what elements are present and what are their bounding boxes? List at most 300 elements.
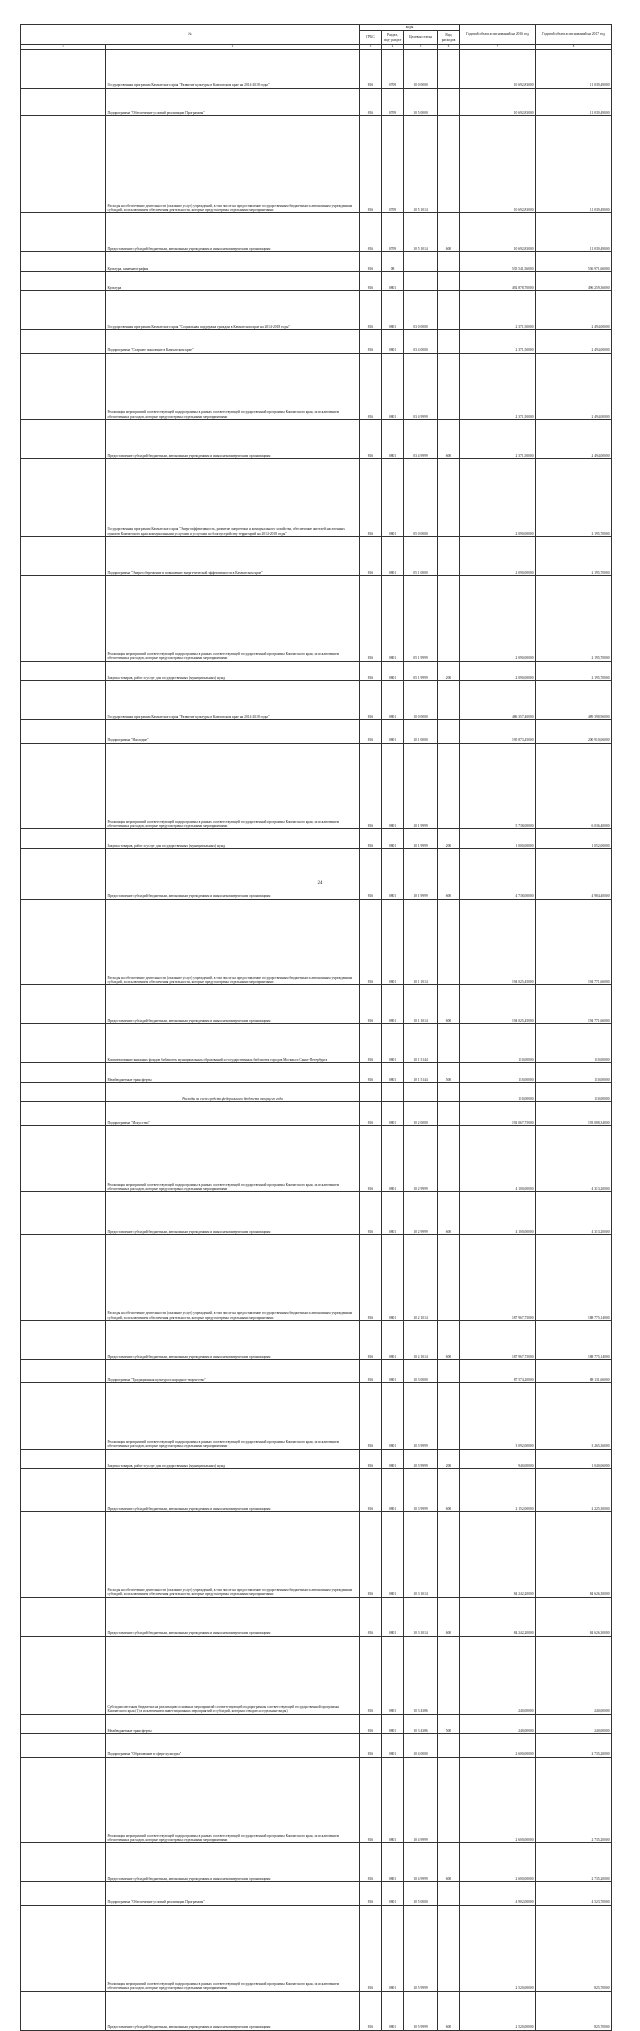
- row-number-cell: [21, 353, 106, 419]
- row-section: 0709: [382, 115, 404, 213]
- row-number-cell: [21, 49, 106, 88]
- row-description: Государственная программа Камчатского края "Социальная поддержка граждан в Камчатском крае на 2014-2018 годы": [106, 291, 360, 330]
- row-amount-2016: 87 574,20000: [460, 1359, 536, 1382]
- row-target: 10 1 5144: [404, 1063, 438, 1083]
- row-amount-2016: 4 738,00000: [460, 848, 536, 899]
- row-amount-2017: 240,00000: [536, 1714, 612, 1734]
- row-section: 0801: [382, 1063, 404, 1083]
- row-description: Закупка товаров, работ и услуг для государственных (муниципальных) нужд: [106, 829, 360, 849]
- row-section: 0801: [382, 1102, 404, 1125]
- row-section: [382, 1082, 404, 1102]
- row-grbs: 816: [360, 1449, 382, 1469]
- row-amount-2016: 2 600,00000: [460, 1757, 536, 1843]
- header-2017: Годовой объем ассигнований на 2017 год: [536, 25, 612, 45]
- row-description: Предоставление субсидий бюджетным, автономным учреждениям и иным некоммерческим организациям: [106, 1320, 360, 1359]
- row-type: [438, 1125, 460, 1191]
- row-amount-2017: 240,00000: [536, 1636, 612, 1714]
- row-type: 600: [438, 1843, 460, 1882]
- row-target: 10 3 9999: [404, 1449, 438, 1469]
- row-amount-2017: 2 225,30000: [536, 1469, 612, 1512]
- row-amount-2016: 1 000,00000: [460, 829, 536, 849]
- header-number: №: [21, 25, 360, 45]
- row-amount-2017: 489 398,96000: [536, 681, 612, 720]
- table-row: [21, 1063, 612, 1083]
- row-amount-2016: 2 152,00000: [460, 1469, 536, 1512]
- row-section: 0801: [382, 1125, 404, 1191]
- table-row: [21, 829, 612, 849]
- budget-table: [20, 24, 612, 2031]
- row-amount-2016: 535 541,56000: [460, 252, 536, 272]
- header-target: Целевая статья: [404, 31, 438, 45]
- row-type: [438, 353, 460, 419]
- row-grbs: 816: [360, 1905, 382, 1991]
- row-description: Государственная программа Камчатского края "Развитие культуры в Камчатском крае на 2014-2018 годы": [106, 49, 360, 88]
- row-amount-2016: 5 738,00000: [460, 743, 536, 829]
- row-type: [438, 88, 460, 115]
- table-row: [21, 743, 612, 829]
- row-description: Закупка товаров, работ и услуг для государственных (муниципальных) нужд: [106, 1449, 360, 1469]
- row-grbs: 816: [360, 1469, 382, 1512]
- row-number-cell: [21, 271, 106, 291]
- row-grbs: 816: [360, 1102, 382, 1125]
- table-row: [21, 985, 612, 1024]
- row-target: 10 3 1014: [404, 1511, 438, 1597]
- row-type: [438, 1235, 460, 1321]
- row-grbs: 816: [360, 1383, 382, 1449]
- table-row: [21, 1320, 612, 1359]
- row-grbs: 816: [360, 353, 382, 419]
- row-amount-2017: 2 195,70000: [536, 536, 612, 575]
- row-number-cell: [21, 1082, 106, 1102]
- row-type: 500: [438, 1714, 460, 1734]
- row-section: 0801: [382, 1235, 404, 1321]
- table-row: [21, 1714, 612, 1734]
- row-section: 0801: [382, 681, 404, 720]
- table-row: [21, 1235, 612, 1321]
- row-section: 0801: [382, 1905, 404, 1991]
- row-section: 0801: [382, 1636, 404, 1714]
- row-number-cell: [21, 1511, 106, 1597]
- row-target: 10 1 1014: [404, 899, 438, 985]
- row-amount-2016: 187 967,75000: [460, 1235, 536, 1321]
- row-amount-2016: 2 090,00000: [460, 575, 536, 661]
- row-amount-2016: 240,00000: [460, 1636, 536, 1714]
- row-target: 10 3 9999: [404, 1469, 438, 1512]
- row-amount-2017: 2 494,00000: [536, 330, 612, 353]
- table-row: [21, 213, 612, 252]
- row-target: 10 2 0000: [404, 1102, 438, 1125]
- row-target: 10 3 4386: [404, 1714, 438, 1734]
- row-description: Реализация мероприятий соответствующей подпрограммы в рамках соответствующей государственной программы Камчатского края, за исключением обеспеченных расходов, которые предусмотрены отдельными мероприятиями: [106, 1905, 360, 1991]
- row-description: Комплектование книжных фондов библиотек муниципальных образований и государственных библиотек городов Москвы и Санкт-Петербурга: [106, 1024, 360, 1063]
- row-number-cell: [21, 1636, 106, 1714]
- row-amount-2016: 84 242,20000: [460, 1511, 536, 1597]
- row-grbs: 816: [360, 575, 382, 661]
- row-type: 500: [438, 1063, 460, 1083]
- row-amount-2016: 2 090,00000: [460, 458, 536, 536]
- row-section: 0801: [382, 829, 404, 849]
- row-description: Предоставление субсидий бюджетным, автономным учреждениям и иным некоммерческим организациям: [106, 1192, 360, 1235]
- row-amount-2017: 11 039,49000: [536, 213, 612, 252]
- row-target: 03 4 9999: [404, 353, 438, 419]
- budget-table-body: [21, 49, 612, 2030]
- row-amount-2017: 2 195,70000: [536, 458, 612, 536]
- row-amount-2016: 2 520,00000: [460, 1991, 536, 2030]
- row-target: 10 2 1014: [404, 1235, 438, 1321]
- page-number: 24: [317, 881, 323, 886]
- header-type: Вид расходов: [438, 31, 460, 45]
- row-section: 0801: [382, 458, 404, 536]
- row-amount-2017: 200 910,06000: [536, 720, 612, 743]
- table-row: [21, 49, 612, 88]
- row-type: [438, 1511, 460, 1597]
- row-description: Межбюджетные трансферты: [106, 1714, 360, 1734]
- row-target: [404, 271, 438, 291]
- row-amount-2017: 194 771,66000: [536, 985, 612, 1024]
- row-grbs: 816: [360, 1192, 382, 1235]
- row-type: 200: [438, 1449, 460, 1469]
- row-amount-2017: 1 040,06000: [536, 1449, 612, 1469]
- row-description: Реализация мероприятий соответствующей подпрограммы в рамках соответствующей государственной программы Камчатского края, за исключением обеспеченных расходов, которые предусмотрены отдельными мероприятиями: [106, 575, 360, 661]
- row-target: 10 1 5144: [404, 1024, 438, 1063]
- row-description: Предоставление субсидий бюджетным, автономным учреждениям и иным некоммерческим организациям: [106, 419, 360, 458]
- row-number-cell: [21, 1320, 106, 1359]
- row-section: 0801: [382, 353, 404, 419]
- row-number-cell: [21, 291, 106, 330]
- row-amount-2016: 492 878,70000: [460, 271, 536, 291]
- row-description: Расходы за счет средств федерального бюджета текущего года: [106, 1082, 360, 1102]
- row-grbs: 816: [360, 1991, 382, 2030]
- row-target: 10 1 0000: [404, 720, 438, 743]
- row-number-cell: [21, 720, 106, 743]
- row-grbs: 816: [360, 829, 382, 849]
- row-type: [438, 49, 460, 88]
- row-section: 0801: [382, 271, 404, 291]
- row-number-cell: [21, 1905, 106, 1991]
- row-number-cell: [21, 1991, 106, 2030]
- row-number-cell: [21, 1757, 106, 1843]
- row-amount-2016: 2 371,50000: [460, 330, 536, 353]
- row-number-cell: [21, 1192, 106, 1235]
- row-amount-2017: 2 494,00000: [536, 353, 612, 419]
- table-row: [21, 899, 612, 985]
- row-grbs: 816: [360, 1843, 382, 1882]
- row-target: 10 2 9999: [404, 1125, 438, 1191]
- row-amount-2016: 2 090,00000: [460, 661, 536, 681]
- row-type: [438, 575, 460, 661]
- row-type: 600: [438, 848, 460, 899]
- row-section: 0801: [382, 1024, 404, 1063]
- row-grbs: 816: [360, 1359, 382, 1382]
- row-grbs: 816: [360, 1024, 382, 1063]
- row-section: 0709: [382, 213, 404, 252]
- row-section: 0801: [382, 1383, 404, 1449]
- row-target: 05 1 0000: [404, 536, 438, 575]
- row-amount-2017: 825,70000: [536, 1991, 612, 2030]
- row-type: [438, 1882, 460, 1905]
- row-description: Подпрограмма "Наследие": [106, 720, 360, 743]
- row-number-cell: [21, 1359, 106, 1382]
- row-description: Подпрограмма "Обеспечение условий реализации Программы": [106, 88, 360, 115]
- row-amount-2016: 194 025,45000: [460, 899, 536, 985]
- row-grbs: 816: [360, 1734, 382, 1757]
- row-description: Реализация мероприятий соответствующей подпрограммы в рамках соответствующей государственной программы Камчатского края, за исключением обеспеченных расходов, которые предусмотрены отдельными мероприятиями: [106, 353, 360, 419]
- row-amount-2016: 486 357,40000: [460, 681, 536, 720]
- row-target: 10 3 1014: [404, 1597, 438, 1636]
- row-amount-2017: 188 775,14000: [536, 1235, 612, 1321]
- table-row: [21, 1359, 612, 1382]
- row-amount-2017: 2 195,70000: [536, 661, 612, 681]
- row-type: [438, 743, 460, 829]
- row-description: Государственная программа Камчатского края "Развитие культуры в Камчатском крае на 2014-2018 годы": [106, 681, 360, 720]
- row-grbs: 816: [360, 1320, 382, 1359]
- table-row: [21, 1991, 612, 2030]
- row-grbs: 816: [360, 419, 382, 458]
- index-cell: 4: [382, 45, 404, 50]
- row-grbs: 816: [360, 115, 382, 213]
- row-amount-2016: 3 092,00000: [460, 1383, 536, 1449]
- table-row: [21, 1757, 612, 1843]
- row-type: 600: [438, 1991, 460, 2030]
- row-target: [404, 1082, 438, 1102]
- row-section: 0801: [382, 1714, 404, 1734]
- row-grbs: 816: [360, 1125, 382, 1191]
- index-cell: 6: [438, 45, 460, 50]
- row-amount-2017: 496 259,36000: [536, 271, 612, 291]
- index-cell: 5: [404, 45, 438, 50]
- table-row: [21, 848, 612, 899]
- row-grbs: 816: [360, 88, 382, 115]
- row-description: Межбюджетные трансферты: [106, 1063, 360, 1083]
- row-amount-2016: 2 371,50000: [460, 419, 536, 458]
- row-amount-2017: 193 088,34000: [536, 1102, 612, 1125]
- row-amount-2017: 2 494,00000: [536, 291, 612, 330]
- row-type: [438, 1905, 460, 1991]
- row-amount-2016: 194 025,45000: [460, 985, 536, 1024]
- row-section: 0801: [382, 720, 404, 743]
- row-target: 10 0 0000: [404, 681, 438, 720]
- row-section: 0801: [382, 1511, 404, 1597]
- row-target: 10 1 9999: [404, 848, 438, 899]
- row-type: 600: [438, 1597, 460, 1636]
- row-grbs: 816: [360, 1757, 382, 1843]
- row-description: Реализация мероприятий соответствующей подпрограммы в рамках соответствующей государственной программы Камчатского края, за исключением обеспеченных расходов, которые предусмотрены отдельными мероприятиями: [106, 743, 360, 829]
- row-amount-2016: 110,00000: [460, 1082, 536, 1102]
- row-amount-2016: 10 692,83000: [460, 213, 536, 252]
- row-number-cell: [21, 681, 106, 720]
- row-amount-2017: 4 523,70000: [536, 1882, 612, 1905]
- row-amount-2017: 2 494,00000: [536, 419, 612, 458]
- row-type: [438, 1636, 460, 1714]
- row-number-cell: [21, 1383, 106, 1449]
- row-description: Предоставление субсидий бюджетным, автономным учреждениям и иным некоммерческим организациям: [106, 1469, 360, 1512]
- row-number-cell: [21, 899, 106, 985]
- row-amount-2017: 536 971,66000: [536, 252, 612, 272]
- header-codes-group: коды: [360, 25, 460, 31]
- row-grbs: 816: [360, 252, 382, 272]
- row-target: 03 0 0000: [404, 291, 438, 330]
- row-amount-2016: 84 242,20000: [460, 1597, 536, 1636]
- row-grbs: 816: [360, 213, 382, 252]
- row-grbs: 816: [360, 1636, 382, 1714]
- row-description: Предоставление субсидий бюджетным, автономным учреждениям и иным некоммерческим организациям: [106, 1991, 360, 2030]
- row-amount-2017: 4 984,40000: [536, 848, 612, 899]
- row-description: Реализация мероприятий соответствующей подпрограммы в рамках соответствующей государственной программы Камчатского края, за исключением обеспеченных расходов, которые предусмотрены отдельными мероприятиями: [106, 1125, 360, 1191]
- row-target: 10 3 0000: [404, 1359, 438, 1382]
- table-row: [21, 1102, 612, 1125]
- row-number-cell: [21, 985, 106, 1024]
- row-section: 0801: [382, 1449, 404, 1469]
- table-row: [21, 1024, 612, 1063]
- row-number-cell: [21, 536, 106, 575]
- table-row: [21, 1511, 612, 1597]
- index-cell: 1: [21, 45, 106, 50]
- row-grbs: 816: [360, 291, 382, 330]
- table-row: [21, 1449, 612, 1469]
- row-number-cell: [21, 1063, 106, 1083]
- row-amount-2017: 84 626,30000: [536, 1511, 612, 1597]
- table-row: [21, 1082, 612, 1102]
- row-number-cell: [21, 1125, 106, 1191]
- row-grbs: 816: [360, 1235, 382, 1321]
- row-grbs: 816: [360, 1714, 382, 1734]
- row-amount-2016: 2 600,00000: [460, 1843, 536, 1882]
- row-number-cell: [21, 743, 106, 829]
- row-type: [438, 1024, 460, 1063]
- table-row: [21, 330, 612, 353]
- row-type: [438, 252, 460, 272]
- row-number-cell: [21, 1469, 106, 1512]
- row-amount-2016: 2 371,50000: [460, 291, 536, 330]
- row-type: [438, 1359, 460, 1382]
- row-description: Реализация мероприятий соответствующей подпрограммы в рамках соответствующей государственной программы Камчатского края, за исключением обеспеченных расходов, которые предусмотрены отдельными мероприятиями: [106, 1383, 360, 1449]
- row-number-cell: [21, 661, 106, 681]
- row-type: [438, 115, 460, 213]
- table-row: [21, 458, 612, 536]
- row-type: 600: [438, 1192, 460, 1235]
- row-target: 05 1 9999: [404, 661, 438, 681]
- row-section: 0801: [382, 1192, 404, 1235]
- row-amount-2017: 11 039,49000: [536, 88, 612, 115]
- row-grbs: 816: [360, 1063, 382, 1083]
- row-amount-2016: 240,00000: [460, 1714, 536, 1734]
- row-section: 0801: [382, 419, 404, 458]
- row-target: 10 2 1014: [404, 1320, 438, 1359]
- row-amount-2016: 110,00000: [460, 1063, 536, 1083]
- row-grbs: [360, 1082, 382, 1102]
- row-section: 0709: [382, 88, 404, 115]
- row-target: 10 5 9999: [404, 1905, 438, 1991]
- row-amount-2017: 188 775,14000: [536, 1320, 612, 1359]
- row-number-cell: [21, 1102, 106, 1125]
- table-row: [21, 661, 612, 681]
- row-amount-2016: 2 371,50000: [460, 353, 536, 419]
- table-row: [21, 419, 612, 458]
- row-target: 03 4 9999: [404, 419, 438, 458]
- row-amount-2016: 4 100,00000: [460, 1192, 536, 1235]
- row-description: Расходы на обеспечение деятельности (оказание услуг) учреждений, в том числе на предоставление государственным бюджетным и автономным учреждениям субсидий, за исключением обеспечения деятельности, которые предусмотрены отдельными мероприятиями: [106, 899, 360, 985]
- row-description: Культура: [106, 271, 360, 291]
- header-grbs: ГРБС: [360, 31, 382, 45]
- row-number-cell: [21, 1714, 106, 1734]
- table-row: [21, 720, 612, 743]
- row-number-cell: [21, 575, 106, 661]
- table-row: [21, 681, 612, 720]
- budget-table-sheet: [20, 24, 611, 2031]
- row-amount-2017: 110,00000: [536, 1082, 612, 1102]
- row-type: [438, 536, 460, 575]
- row-number-cell: [21, 213, 106, 252]
- row-target: 05 1 9999: [404, 575, 438, 661]
- table-row: [21, 88, 612, 115]
- row-section: 0801: [382, 575, 404, 661]
- row-number-cell: [21, 458, 106, 536]
- table-row: [21, 1734, 612, 1757]
- row-amount-2017: 11 039,49000: [536, 49, 612, 88]
- row-description: Подпрограмма "Обеспечение условий реализации Программы": [106, 1882, 360, 1905]
- row-amount-2016: 10 692,83000: [460, 115, 536, 213]
- table-row: [21, 271, 612, 291]
- row-amount-2016: 10 692,83000: [460, 49, 536, 88]
- row-amount-2016: 2 600,00000: [460, 1734, 536, 1757]
- row-section: 0801: [382, 1882, 404, 1905]
- row-description: Предоставление субсидий бюджетным, автономным учреждениям и иным некоммерческим организациям: [106, 1843, 360, 1882]
- row-section: 0801: [382, 330, 404, 353]
- row-number-cell: [21, 848, 106, 899]
- row-type: 200: [438, 829, 460, 849]
- row-target: 10 4 9999: [404, 1843, 438, 1882]
- table-row: [21, 536, 612, 575]
- row-number-cell: [21, 115, 106, 213]
- row-amount-2017: 1 052,00000: [536, 829, 612, 849]
- row-section: 0801: [382, 1597, 404, 1636]
- row-grbs: 816: [360, 458, 382, 536]
- row-grbs: 816: [360, 848, 382, 899]
- row-section: 0801: [382, 661, 404, 681]
- row-section: 0801: [382, 1757, 404, 1843]
- row-target: 10 4 0000: [404, 1734, 438, 1757]
- row-section: 0801: [382, 899, 404, 985]
- row-section: 0801: [382, 1991, 404, 2030]
- table-row: [21, 1882, 612, 1905]
- index-cell: 8: [536, 45, 612, 50]
- index-cell: 3: [360, 45, 382, 50]
- row-amount-2017: 3 265,36000: [536, 1383, 612, 1449]
- row-number-cell: [21, 252, 106, 272]
- table-row: [21, 1192, 612, 1235]
- row-type: [438, 899, 460, 985]
- row-section: 0801: [382, 743, 404, 829]
- row-type: [438, 1734, 460, 1757]
- row-section: 0801: [382, 536, 404, 575]
- row-description: Расходы на обеспечение деятельности (оказание услуг) учреждений, в том числе на предоставление государственным бюджетным и автономным учреждениям субсидий, за исключением обеспечения деятельности, которые предусмотрены отдельными мероприятиями: [106, 115, 360, 213]
- row-type: [438, 291, 460, 330]
- row-description: Предоставление субсидий бюджетным, автономным учреждениям и иным некоммерческим организациям: [106, 1597, 360, 1636]
- table-row: [21, 252, 612, 272]
- table-row: [21, 1597, 612, 1636]
- row-amount-2016: 4 100,00000: [460, 1125, 536, 1191]
- row-section: 0801: [382, 1843, 404, 1882]
- row-type: 600: [438, 985, 460, 1024]
- row-amount-2017: 2 735,20000: [536, 1843, 612, 1882]
- row-target: 10 3 9999: [404, 1383, 438, 1449]
- row-type: 600: [438, 1320, 460, 1359]
- row-description: Предоставление субсидий бюджетным, автономным учреждениям и иным некоммерческим организациям: [106, 213, 360, 252]
- row-number-cell: [21, 1597, 106, 1636]
- row-type: [438, 458, 460, 536]
- row-grbs: 816: [360, 985, 382, 1024]
- row-description: Подпрограмма "Традиционная культура и народное творчество": [106, 1359, 360, 1382]
